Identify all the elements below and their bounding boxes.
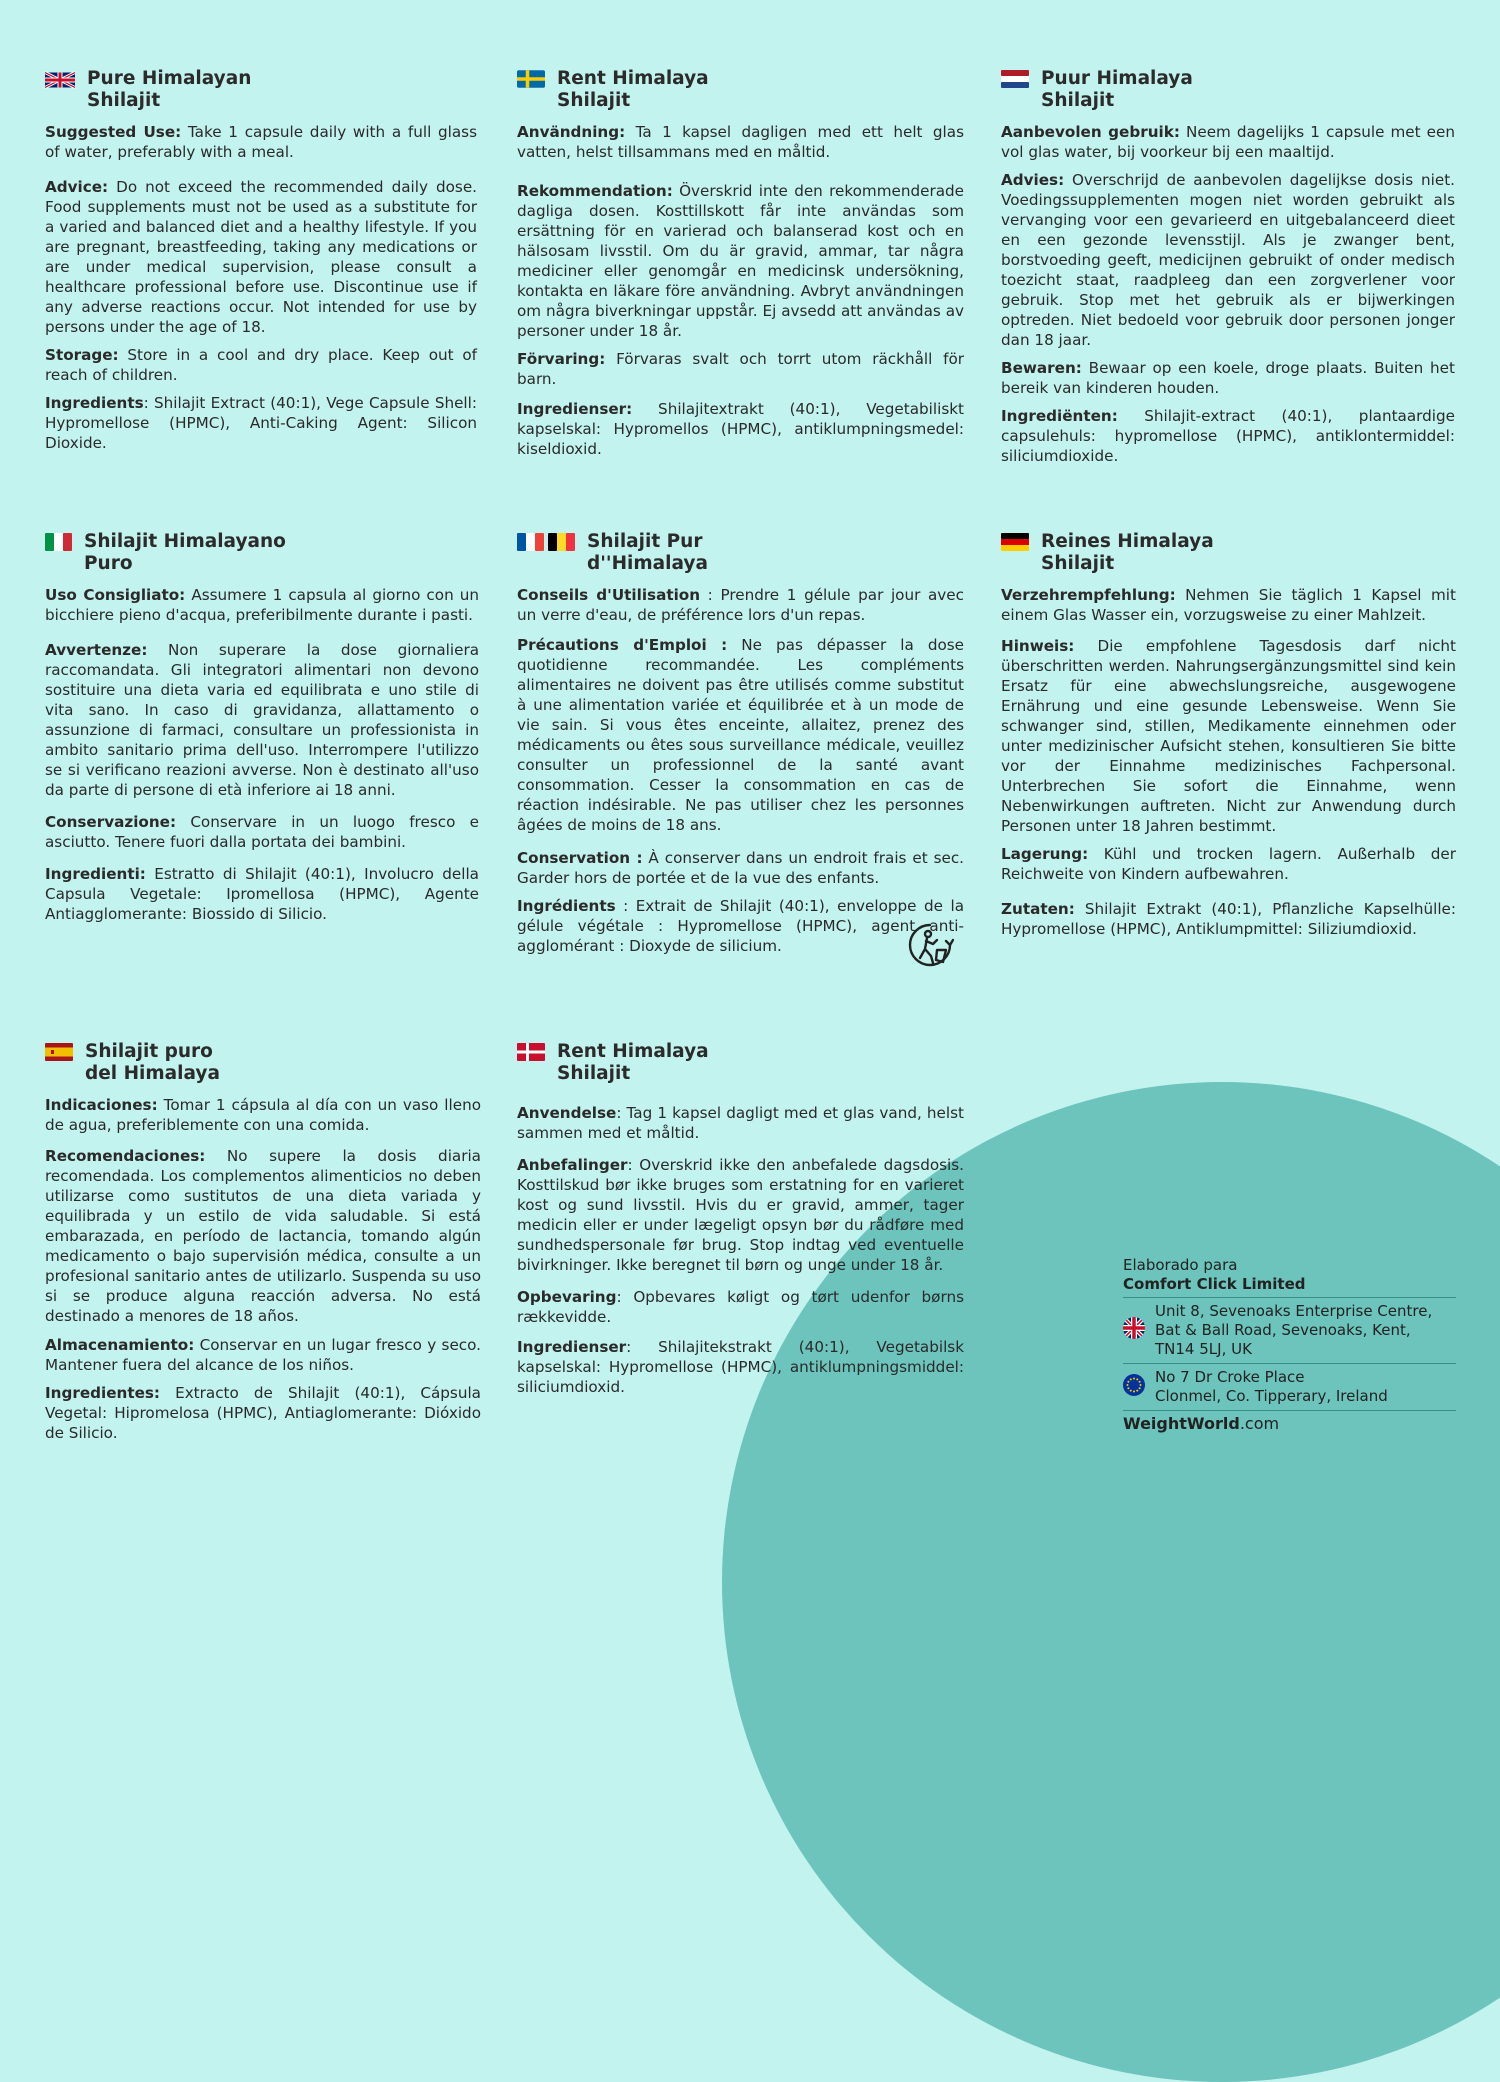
paragraph-note: Hinweis: Die empfohlene Tagesdosis darf nicht überschritten werden. Nahrungsergänzungsmittel sind kein Ersatz für eine abwechslungsreiche, ausgewogene Ernährung und eine gesunde Lebensweise. Wenn Sie schwanger sind, stillen, Medikamente einnehmen oder unter medizinischer Aufsicht stehen, konsultieren Sie bitte vor der Einnahme medizinisches Fachpersonal. Unterbrechen Sie sofort die Einnahme, wenn Nebenwirkungen auftreten. Nicht zur Anwendung durch Personen unter 18 Jahren bestimmt. <box>1001 637 1456 835</box>
section-title: Reines Himalaya Shilajit <box>1041 531 1214 574</box>
section-title: Shilajit Himalayano Puro <box>84 531 286 574</box>
italy-flag-icon <box>45 533 72 551</box>
paragraph-storage: Förvaring: Förvaras svalt och torrt utom räckhåll för barn. <box>517 350 964 388</box>
section-swedish <box>517 68 964 467</box>
section-header <box>45 68 477 112</box>
paragraph-ingredients: Ingredienser: Shilajitextrakt (40:1), Vegetabiliskt kapselskal: Hypromellos (HPMC), antiklumpningsmedel: kiseldioxid. <box>517 400 964 458</box>
section-title: Shilajit puro del Himalaya <box>85 1041 220 1084</box>
netherlands-flag-icon <box>1001 70 1029 88</box>
paragraph-storage: Bewaren: Bewaar op een koele, droge plaats. Buiten het bereik van kinderen houden. <box>1001 359 1455 397</box>
denmark-flag-icon <box>517 1043 545 1061</box>
address-line: Clonmel, Co. Tipperary, Ireland <box>1155 1387 1388 1405</box>
paragraph-suggested-use: Verzehrempfehlung: Nehmen Sie täglich 1 Kapsel mit einem Glas Wasser ein, vorzugsweise zu einer Mahlzeit. <box>1001 586 1456 624</box>
section-title: Puur Himalaya Shilajit <box>1041 68 1193 111</box>
section-spanish <box>45 1041 481 1451</box>
france-belgium-flag-icon <box>517 533 575 551</box>
section-dutch <box>1001 68 1455 474</box>
paragraph-ingredients: Ingredienti: Estratto di Shilajit (40:1), Involucro della Capsula Vegetale: Ipromellosa (HPMC), Agente Antiagglomerante: Biossido di Silicio. <box>45 865 479 923</box>
uk-flag-icon <box>1123 1317 1145 1344</box>
made-for-label: Elaborado para <box>1123 1256 1238 1274</box>
section-header <box>1001 531 1456 575</box>
paragraph-storage: Opbevaring: Opbevares køligt og tørt udenfor børns rækkevidde. <box>517 1288 964 1326</box>
section-title: Rent Himalaya Shilajit <box>557 1041 709 1084</box>
eu-address <box>1123 1363 1456 1410</box>
section-english <box>45 68 477 461</box>
paragraph-advice: Advice: Do not exceed the recommended daily dose. Food supplements must not be used as a substitute for a varied and balanced diet and a healthy lifestyle. If you are pregnant, breastfeeding, taking any medications or are under medical supervision, please consult a healthcare professional before use. Discontinue use if any adverse reactions occur. Not intended for use by persons under the age of 18. <box>45 178 477 336</box>
eu-flag-icon <box>1123 1374 1145 1401</box>
website-link[interactable]: WeightWorld.com <box>1123 1410 1456 1433</box>
section-danish <box>517 1041 964 1405</box>
section-header <box>517 1041 964 1085</box>
paragraph-suggested-use: Suggested Use: Take 1 capsule daily with a full glass of water, preferably with a meal. <box>45 123 477 161</box>
spain-flag-icon <box>45 1043 73 1061</box>
paragraph-storage: Conservazione: Conservare in un luogo fresco e asciutto. Tenere fuori dalla portata dei bambini. <box>45 813 479 851</box>
paragraph-suggested-use: Aanbevolen gebruik: Neem dagelijks 1 capsule met een vol glas water, bij voorkeur bij een maaltijd. <box>1001 123 1455 161</box>
section-header <box>1001 68 1455 112</box>
paragraph-ingredients: Zutaten: Shilajit Extrakt (40:1), Pflanzliche Kapselhülle: Hypromellose (HPMC), Antiklumpmittel: Siliziumdioxid. <box>1001 900 1456 938</box>
paragraph-usage: Anvendelse: Tag 1 kapsel dagligt med et glas vand, helst sammen med et måltid. <box>517 1104 964 1142</box>
section-german <box>1001 531 1456 947</box>
sweden-flag-icon <box>517 70 545 88</box>
paragraph-usage: Användning: Ta 1 kapsel dagligen med ett helt glas vatten, helst tillsammans med en måltid. <box>517 123 964 161</box>
paragraph-ingredients: Ingrédients : Extrait de Shilajit (40:1), enveloppe de la gélule végétale : Hypromellose (HPMC), agent anti-agglomérant : Dioxyde de silicium. <box>517 897 964 955</box>
paragraph-ingredients: Ingredients: Shilajit Extract (40:1), Vege Capsule Shell: Hypromellose (HPMC), Anti-Caking Agent: Silicon Dioxide. <box>45 394 477 452</box>
address-line: No 7 Dr Croke Place <box>1155 1368 1305 1386</box>
germany-flag-icon <box>1001 533 1029 551</box>
paragraph-recommendations: Anbefalinger: Overskrid ikke den anbefalede dagsdosis. Kosttilskud bør ikke bruges som erstatning for en varieret kost og sund livsstil. Hvis du er gravid, ammer, tager medicin eller er under lægeligt opsyn bør du rådføre med sundhedspersonale før brug. Stop indtag ved eventuelle bivirkninger. Ikke beregnet til børn og unge under 18 år. <box>517 1156 964 1274</box>
uk-address <box>1123 1297 1456 1363</box>
section-title: Shilajit Pur d''Himalaya <box>587 531 708 574</box>
section-french <box>517 531 964 964</box>
paragraph-advice: Advies: Overschrijd de aanbevolen dagelijkse dosis niet. Voedingssupplementen mogen niet worden gebruikt als vervanging voor een gevarieerd en uitgebalanceerd dieet en een gezonde levensstijl. Als je zwanger bent, borstvoeding geeft, medicijnen gebruikt of onder medisch toezicht staat, raadpleeg dan een zorgverlener voor gebruik. Stop met het gebruik als er bijwerkingen optreden. Niet bedoeld voor gebruik door personen jonger dan 18 jaar. <box>1001 171 1455 349</box>
paragraph-ingredients: Ingredientes: Extracto de Shilajit (40:1), Cápsula Vegetal: Hipromelosa (HPMC), Antiaglomerante: Dióxido de Silicio. <box>45 1384 481 1442</box>
section-header <box>517 531 964 575</box>
uk-flag-icon <box>45 70 75 90</box>
section-header <box>45 1041 481 1085</box>
paragraph-storage: Lagerung: Kühl und trocken lagern. Außerhalb der Reichweite von Kindern aufbewahren. <box>1001 845 1456 883</box>
address-line: Bat & Ball Road, Sevenoaks, Kent, <box>1155 1321 1411 1339</box>
section-title: Pure Himalayan Shilajit <box>87 68 252 111</box>
paragraph-storage: Almacenamiento: Conservar en un lugar fresco y seco. Mantener fuera del alcance de los niños. <box>45 1336 481 1374</box>
paragraph-recommendations: Recomendaciones: No supere la dosis diaria recomendada. Los complementos alimenticios no deben utilizarse como sustitutos de una dieta variada y equilibrada y un estilo de vida saludable. Si está embarazada, en período de lactancia, tomando algún medicamento o bajo supervisión médica, consulte a un profesional sanitario antes de utilizarlo. Suspenda su uso si se produce alguna reacción adversa. No está destinado a menores de 18 años. <box>45 1147 481 1325</box>
triman-recycling-icon <box>906 922 954 972</box>
section-header <box>517 68 964 112</box>
section-title: Rent Himalaya Shilajit <box>557 68 709 111</box>
section-header <box>45 531 479 575</box>
paragraph-suggested-use: Uso Consigliato: Assumere 1 capsula al giorno con un bicchiere pieno d'acqua, preferibilmente durante i pasti. <box>45 586 479 624</box>
paragraph-usage-advice: Conseils d'Utilisation : Prendre 1 gélule par jour avec un verre d'eau, de préférence lors d'un repas. <box>517 586 964 624</box>
address-line: TN14 5LJ, UK <box>1155 1340 1252 1358</box>
paragraph-indications: Indicaciones: Tomar 1 cápsula al día con un vaso lleno de agua, preferiblemente con una comida. <box>45 1096 481 1134</box>
paragraph-warnings: Avvertenze: Non superare la dose giornaliera raccomandata. Gli integratori alimentari non devono sostituire una dieta varia ed equilibrata e uno stile di vita sano. In caso di gravidanza, allattamento o assunzione di farmaci, consultare un professionista in ambito sanitario prima dell'uso. Interrompere l'utilizzo se si verificano reazioni avverse. Non è destinato all'uso da parte di persone di età inferiore ai 18 anni. <box>45 641 479 799</box>
manufacturer-address <box>1123 1256 1456 1433</box>
company-name: Comfort Click Limited <box>1123 1275 1306 1293</box>
section-italian <box>45 531 479 932</box>
paragraph-ingredients: Ingrediënten: Shilajit-extract (40:1), plantaardige capsulehuls: hypromellose (HPMC), antiklontermiddel: siliciumdioxide. <box>1001 407 1455 465</box>
paragraph-storage: Conservation : À conserver dans un endroit frais et sec. Garder hors de portée et de la vue des enfants. <box>517 849 964 887</box>
paragraph-ingredients: Ingredienser: Shilajitekstrakt (40:1), Vegetabilsk kapselskal: Hypromellose (HPMC), antiklumpningsmiddel: siliciumdioxid. <box>517 1338 964 1396</box>
paragraph-storage: Storage: Store in a cool and dry place. Keep out of reach of children. <box>45 346 477 384</box>
paragraph-recommendation: Rekommendation: Överskrid inte den rekommenderade dagliga dosen. Kosttillskott får inte användas som ersättning för en varierad och balanserad kost och en hälsosam livsstil. Om du är gravid, ammar, tar några mediciner eller genomgår en medicinsk undersökning, kontakta en läkare före användning. Avbryt användningen om några biverkningar uppstår. Ej avsedd att användas av personer under 18 år. <box>517 182 964 340</box>
paragraph-precautions: Précautions d'Emploi : Ne pas dépasser la dose quotidienne recommandée. Les compléments alimentaires ne doivent pas être utilisés comme substitut à une alimentation variée et équilibrée et à un mode de vie sain. Si vous êtes enceinte, allaitez, prenez des médicaments ou êtes sous surveillance médicale, veuillez consulter un professionnel de la santé avant consommation. Cesser la consommation en cas de réaction indésirable. Ne pas utiliser chez les personnes âgées de moins de 18 ans. <box>517 636 965 834</box>
address-line: Unit 8, Sevenoaks Enterprise Centre, <box>1155 1302 1433 1320</box>
